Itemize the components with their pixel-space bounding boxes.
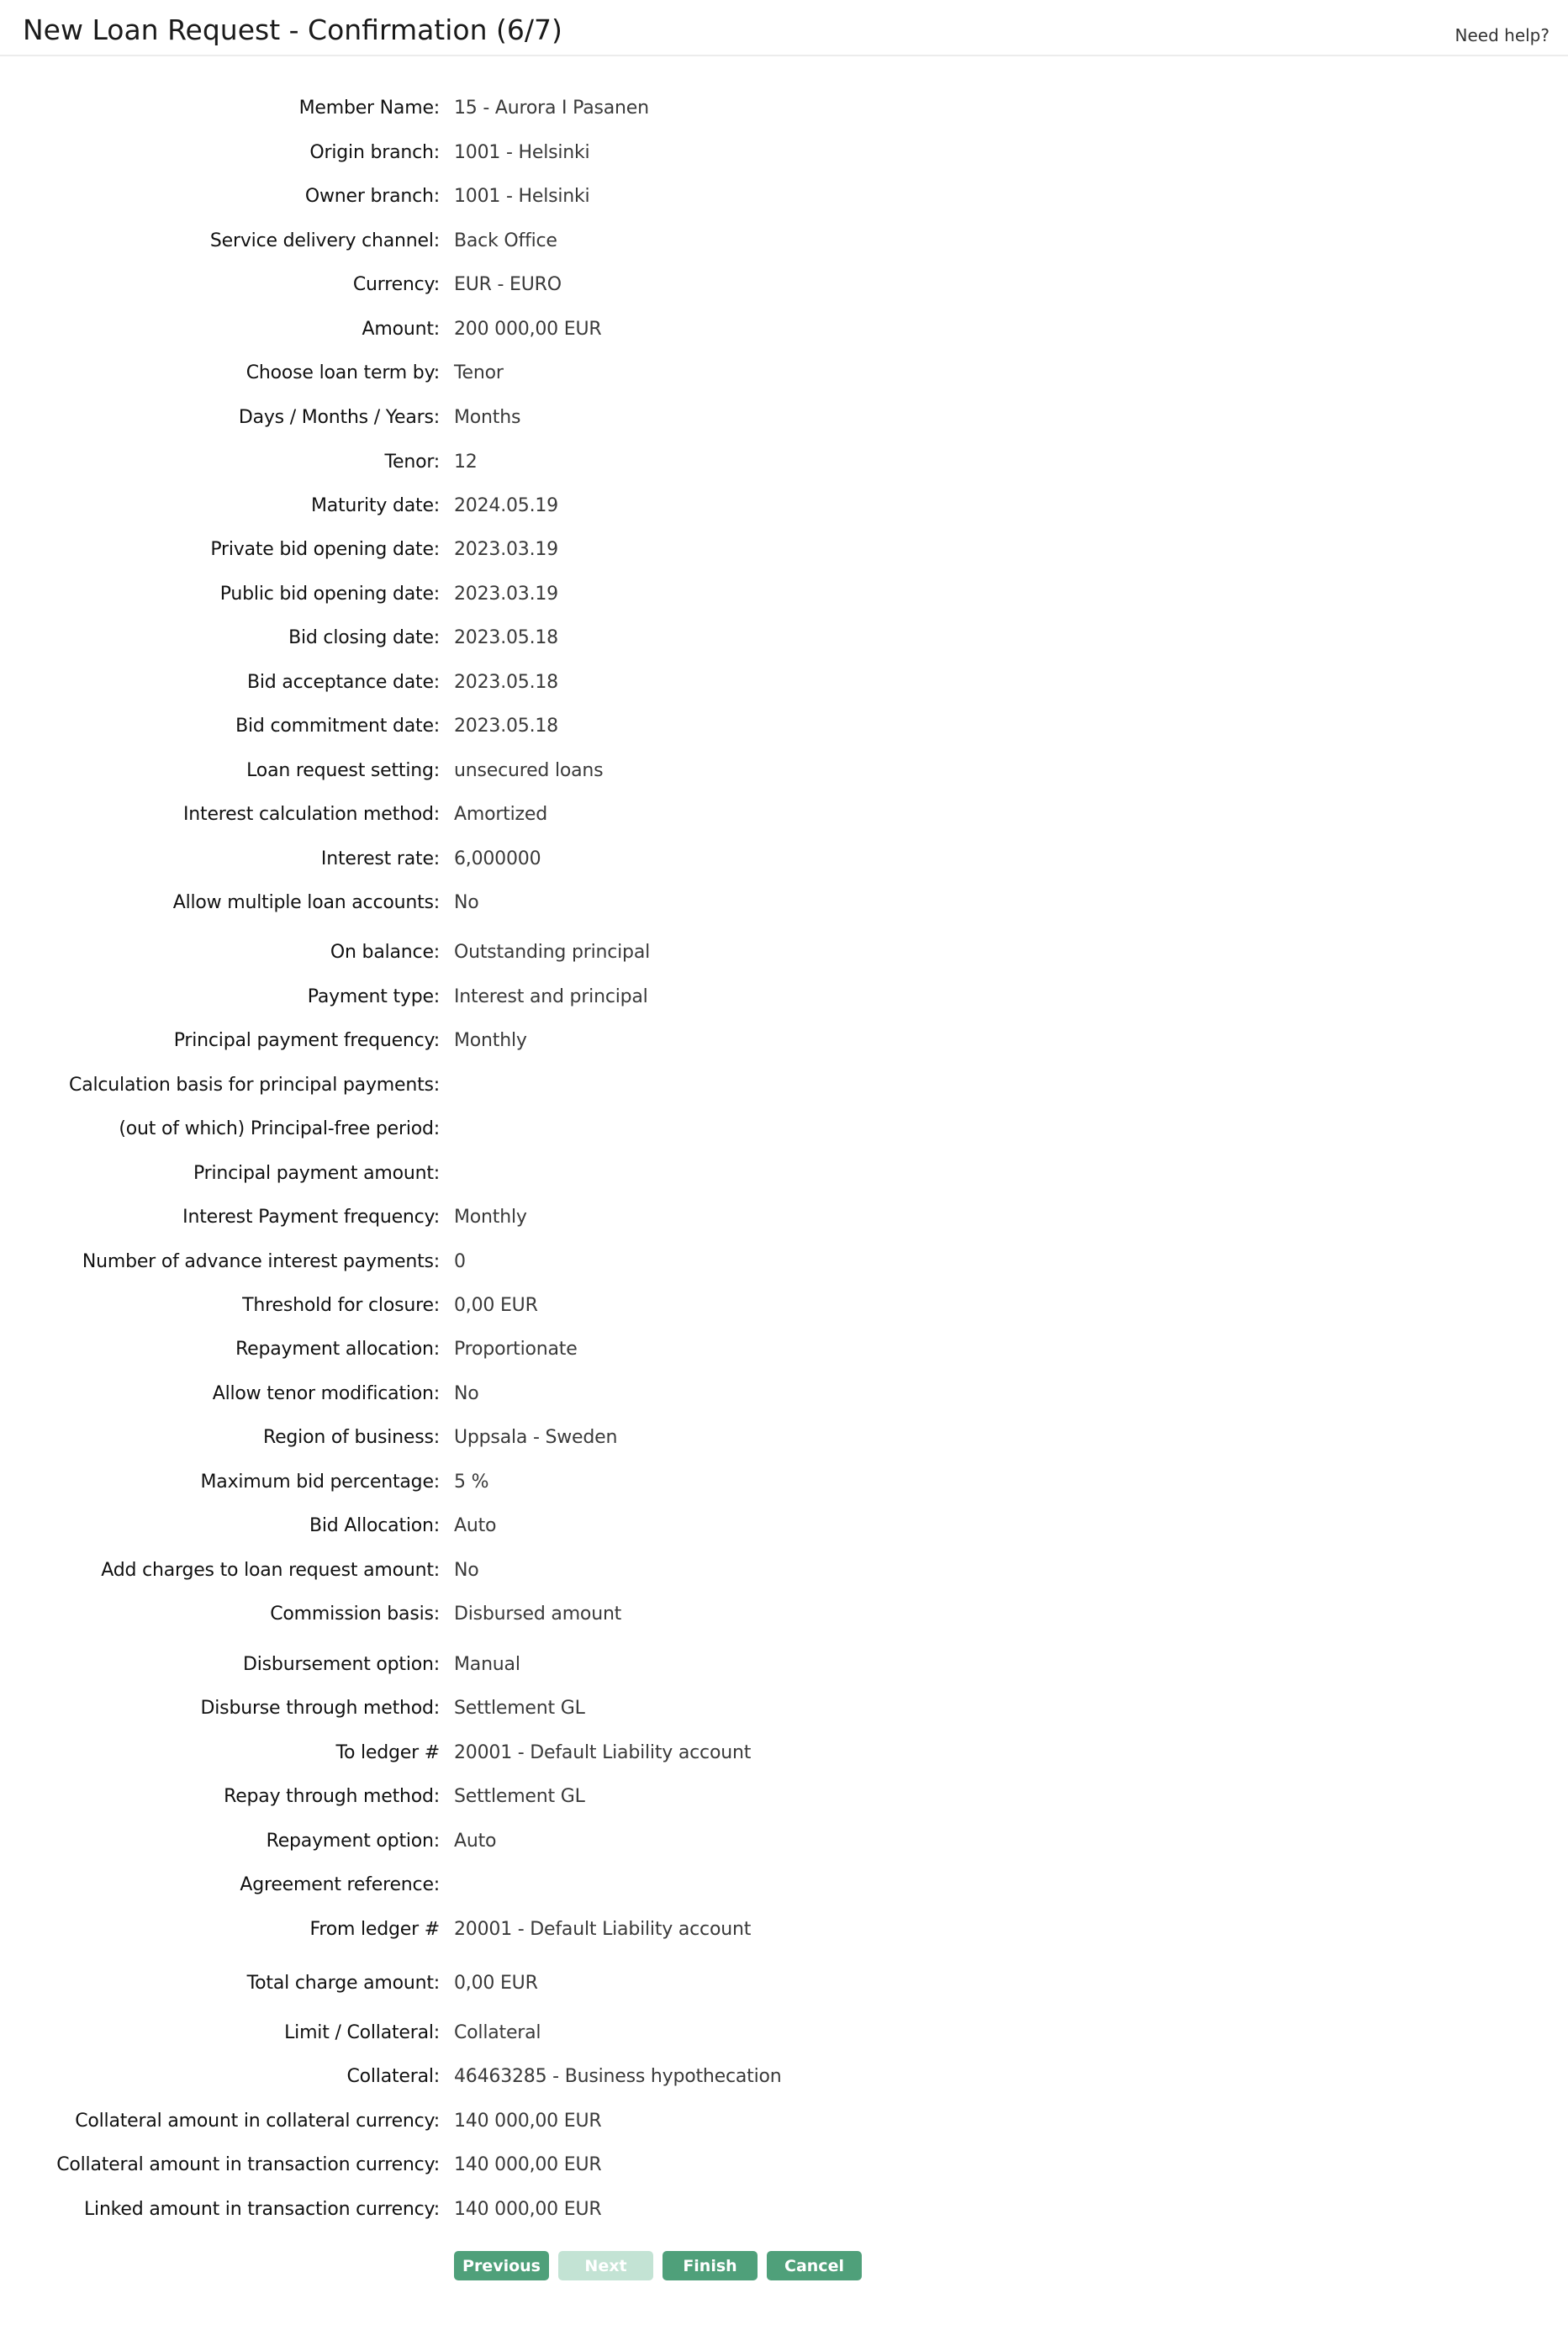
field-row [0,1025,1568,1059]
field-row [0,1555,1568,1588]
field-value: Settlement GL [454,1786,585,1807]
field-row [0,981,1568,1015]
field-label: Principal payment amount: [193,1163,440,1184]
field-row [0,755,1568,789]
field-label: Amount: [362,319,440,340]
field-row [0,357,1568,391]
field-label: Repay through method: [224,1786,440,1807]
field-label: Maximum bid percentage: [200,1472,440,1493]
finish-button[interactable]: Finish [663,2251,758,2280]
field-label: Linked amount in transaction currency: [83,2199,440,2220]
field-value: 20001 - Default Liability account [454,1919,752,1940]
wizard-buttons [454,2251,862,2281]
field-value: Monthly [454,1030,527,1051]
field-value: 140 000,00 EUR [454,2154,602,2175]
field-row [0,269,1568,303]
field-value: 1001 - Helsinki [454,142,590,163]
field-value: Proportionate [454,1339,578,1360]
field-value: Uppsala - Sweden [454,1427,618,1448]
field-label: Region of business: [262,1427,440,1448]
field-value: Tenor [454,362,504,383]
field-row [0,2061,1568,2095]
field-label: Collateral: [346,2066,440,2087]
field-value: 2023.03.19 [454,584,558,605]
field-row [0,2106,1568,2139]
field-label: Maturity date: [310,495,440,516]
field-label: Repayment allocation: [235,1339,440,1360]
field-row [0,1246,1568,1280]
field-row [0,314,1568,347]
field-row [0,1649,1568,1683]
field-label: Interest Payment frequency: [182,1207,440,1228]
field-label: Tenor: [384,452,440,473]
field-value: 2024.05.19 [454,495,558,516]
field-row [0,799,1568,832]
field-row [0,1693,1568,1726]
field-row [0,1466,1568,1500]
field-row [0,1202,1568,1235]
field-row [0,490,1568,524]
field-label: Total charge amount: [246,1973,440,1994]
field-value: No [454,1560,479,1581]
field-label: Member Name: [298,98,440,119]
field-value: 2023.05.18 [454,716,558,737]
field-row [0,887,1568,921]
field-row [0,1113,1568,1147]
field-value: Collateral [454,2022,541,2043]
field-row [0,534,1568,568]
field-value: 0 [454,1251,466,1272]
field-row [0,1968,1568,2001]
page-header [0,0,1568,56]
field-label: Bid closing date: [288,627,440,648]
field-row [0,2194,1568,2227]
field-label: Add charges to loan request amount: [101,1560,440,1581]
field-row [0,1378,1568,1412]
field-row [0,667,1568,700]
field-label: To ledger # [335,1742,440,1763]
next-button: Next [558,2251,653,2280]
field-label: Commission basis: [270,1604,440,1625]
field-value: Auto [454,1831,497,1852]
field-label: Disbursement option: [243,1654,440,1675]
field-row [0,2149,1568,2183]
field-label: Allow tenor modification: [212,1383,440,1404]
field-value: 46463285 - Business hypothecation [454,2066,782,2087]
field-row [0,1510,1568,1544]
field-value: 15 - Aurora I Pasanen [454,98,649,119]
field-value: 2023.05.18 [454,672,558,693]
field-row [0,1598,1568,1632]
field-label: Calculation basis for principal payments: [69,1075,440,1096]
field-value: 140 000,00 EUR [454,2111,602,2132]
field-label: Allow multiple loan accounts: [172,892,440,913]
field-label: Disburse through method: [200,1698,440,1719]
field-value: Manual [454,1654,520,1675]
field-label: Repayment option: [266,1831,440,1852]
field-row [0,402,1568,436]
field-row [0,937,1568,970]
previous-button[interactable]: Previous [454,2251,549,2280]
field-value: EUR - EURO [454,274,562,295]
field-label: Limit / Collateral: [284,2022,440,2043]
field-row [0,1334,1568,1367]
field-row [0,711,1568,744]
field-value: unsecured loans [454,760,604,781]
field-label: Agreement reference: [240,1874,440,1895]
field-row [0,1781,1568,1815]
field-label: Private bid opening date: [210,539,440,560]
field-row [0,2017,1568,2051]
need-help-link[interactable]: Need help? [1454,25,1550,45]
field-row [0,1158,1568,1192]
field-row [0,1070,1568,1103]
field-label: Choose loan term by: [245,362,440,383]
field-row [0,447,1568,480]
field-value: 1001 - Helsinki [454,186,590,207]
field-label: Number of advance interest payments: [82,1251,440,1272]
field-label: Public bid opening date: [219,584,440,605]
cancel-button[interactable]: Cancel [767,2251,862,2280]
field-value: Monthly [454,1207,527,1228]
field-value: 20001 - Default Liability account [454,1742,752,1763]
field-value: Outstanding principal [454,942,651,963]
field-label: Loan request setting: [246,760,440,781]
field-value: 12 [454,452,478,473]
field-row [0,843,1568,877]
field-label: Interest calculation method: [183,804,440,825]
field-label: Origin branch: [309,142,440,163]
field-label: Threshold for closure: [242,1295,440,1316]
field-label: Bid commitment date: [235,716,440,737]
field-value: Auto [454,1515,497,1536]
field-value: 0,00 EUR [454,1295,538,1316]
field-value: Interest and principal [454,986,648,1007]
field-value: No [454,892,479,913]
field-label: Owner branch: [304,186,440,207]
field-label: (out of which) Principal-free period: [119,1118,440,1139]
field-label: From ledger # [309,1919,440,1940]
field-row [0,1914,1568,1947]
field-value: 200 000,00 EUR [454,319,602,340]
field-value: 0,00 EUR [454,1973,538,1994]
field-row [0,579,1568,612]
field-label: Collateral amount in collateral currency: [75,2111,440,2132]
field-row [0,1422,1568,1456]
field-label: Payment type: [307,986,440,1007]
field-label: Principal payment frequency: [173,1030,440,1051]
field-row [0,92,1568,126]
field-label: Days / Months / Years: [238,407,440,428]
field-row [0,1290,1568,1324]
field-value: Amortized [454,804,547,825]
field-value: 6,000000 [454,848,541,869]
field-label: Interest rate: [320,848,440,869]
field-value: Back Office [454,230,557,251]
field-row [0,1737,1568,1771]
field-row [0,1869,1568,1903]
field-label: Collateral amount in transaction currency: [56,2154,440,2175]
field-value: 5 % [454,1472,489,1493]
field-label: Currency: [352,274,440,295]
field-value: 2023.03.19 [454,539,558,560]
page-title: New Loan Request - Confirmation (6/7) [23,13,562,46]
field-row [0,181,1568,214]
field-row [0,137,1568,171]
field-row [0,622,1568,656]
field-row [0,225,1568,259]
field-label: Bid acceptance date: [246,672,440,693]
field-value: Disbursed amount [454,1604,622,1625]
field-value: No [454,1383,479,1404]
field-label: On balance: [330,942,440,963]
field-value: Months [454,407,521,428]
field-label: Bid Allocation: [309,1515,440,1536]
field-row [0,1826,1568,1859]
field-value: 2023.05.18 [454,627,558,648]
field-label: Service delivery channel: [209,230,440,251]
field-value: 140 000,00 EUR [454,2199,602,2220]
field-value: Settlement GL [454,1698,585,1719]
